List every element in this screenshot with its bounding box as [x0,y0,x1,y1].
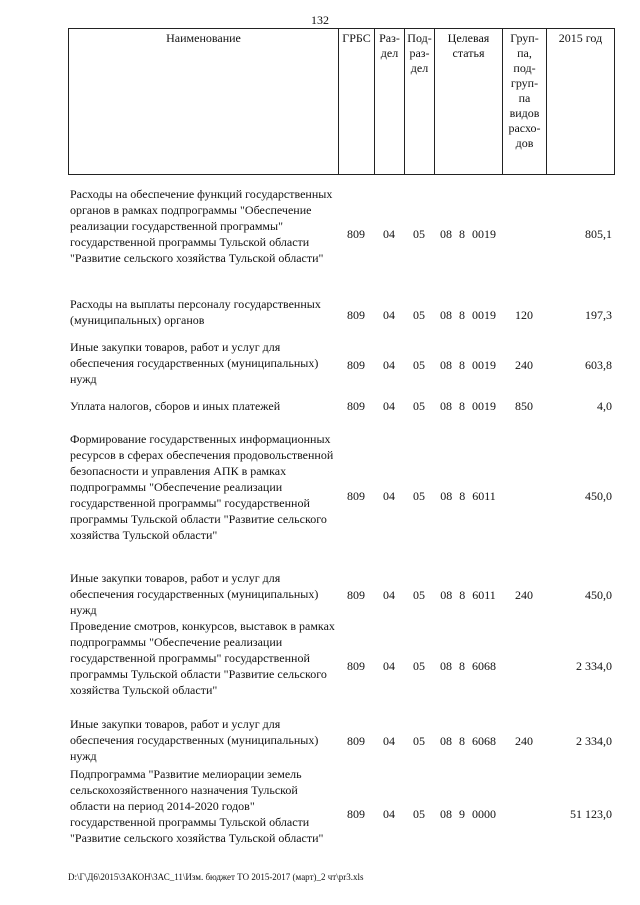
row-name: Иные закупки товаров, работ и услуг для обеспечения государственных (муниципальных) нужд [70,571,319,617]
row-grbs: 809 [347,358,365,372]
row-name: Формирование государственных информационных ресурсов в сферах обеспечения продовольственной безопасности и управления АПК в рамках подпрограммы "Обеспечение реализации государственной программы" государственной программы Тульской области "Развитие сельского хозяйства Тульской области" [70,432,334,542]
row-celevaya: 08 8 6011 [440,489,496,503]
row-name: Иные закупки товаров, работ и услуг для обеспечения государственных (муниципальных) нужд [70,717,319,763]
row-grbs: 809 [347,227,365,241]
row-razdel: 04 [383,227,395,241]
table-header [68,28,615,175]
header-name [69,29,339,175]
row-razdel: 04 [383,659,395,673]
row-celevaya: 08 9 0000 [440,807,496,821]
row-razdel: 04 [383,588,395,602]
row-gruppa: 240 [515,588,533,602]
row-summa: 450,0 [585,489,612,503]
row-gruppa: 850 [515,399,533,413]
row-gruppa: 240 [515,358,533,372]
header-celevaya-text: Целевая статья [447,31,490,60]
header-name-text: Наименование [166,31,241,45]
row-razdel: 04 [383,308,395,322]
row-podrazdel: 05 [413,588,425,602]
row-name: Расходы на обеспечение функций государственных органов в рамках подпрограммы "Обеспечение реализации государственной программы" государственной программы Тульской области "Развитие сельского хозяйства Тульской области" [70,187,333,265]
row-podrazdel: 05 [413,659,425,673]
row-name: Иные закупки товаров, работ и услуг для обеспечения государственных (муниципальных) нужд [70,340,319,386]
row-razdel: 04 [383,489,395,503]
row-summa: 197,3 [585,308,612,322]
row-podrazdel: 05 [413,807,425,821]
row-summa: 2 334,0 [576,734,612,748]
file-path-footer: D:\Г\Д6\2015\ЗАКОН\ЗАС_11\Изм. бюджет ТО 2015-2017 (март)_2 чт\pr3.xls [68,872,364,882]
row-celevaya: 08 8 6068 [440,734,496,748]
row-summa: 603,8 [585,358,612,372]
row-podrazdel: 05 [413,489,425,503]
row-podrazdel: 05 [413,227,425,241]
row-name: Проведение смотров, конкурсов, выставок в рамках подпрограммы "Обеспечение реализации государственной программы" государственной программы Тульской области "Развитие сельского хозяйства Тульской области" [70,619,335,697]
row-summa: 51 123,0 [570,807,612,821]
row-gruppa: 240 [515,734,533,748]
header-razdel-text: Раз- дел [379,31,400,60]
row-podrazdel: 05 [413,308,425,322]
row-razdel: 04 [383,734,395,748]
row-gruppa: 120 [515,308,533,322]
row-razdel: 04 [383,358,395,372]
row-podrazdel: 05 [413,399,425,413]
row-celevaya: 08 8 0019 [440,308,496,322]
row-name: Расходы на выплаты персоналу государственных (муниципальных) органов [70,297,321,327]
header-podrazdel-text: Под- раз- дел [407,31,432,75]
row-name: Уплата налогов, сборов и иных платежей [70,399,281,413]
header-grbs [339,29,375,175]
row-grbs: 809 [347,588,365,602]
row-podrazdel: 05 [413,734,425,748]
row-celevaya: 08 8 0019 [440,227,496,241]
row-grbs: 809 [347,308,365,322]
row-razdel: 04 [383,399,395,413]
row-grbs: 809 [347,807,365,821]
row-celevaya: 08 8 0019 [440,358,496,372]
row-grbs: 809 [347,659,365,673]
row-celevaya: 08 8 0019 [440,399,496,413]
row-grbs: 809 [347,399,365,413]
header-celevaya [435,29,503,175]
row-summa: 2 334,0 [576,659,612,673]
header-grbs-text: ГРБС [342,31,371,45]
header-podrazdel [405,29,435,175]
row-celevaya: 08 8 6068 [440,659,496,673]
row-razdel: 04 [383,807,395,821]
row-grbs: 809 [347,489,365,503]
row-summa: 450,0 [585,588,612,602]
header-gruppa-text: Груп- па, под- груп- па видов расхо- дов [508,31,541,150]
header-god-text: 2015 год [558,31,603,45]
page-number: 132 [311,13,329,27]
row-celevaya: 08 8 6011 [440,588,496,602]
row-grbs: 809 [347,734,365,748]
header-razdel [375,29,405,175]
row-name: Подпрограмма "Развитие мелиорации земель сельскохозяйственного назначения Тульской области на период 2014-2020 годов" государственной программы Тульской области "Развитие сельского хозяйства Тульской области" [70,767,324,845]
header-gruppa [503,29,547,175]
row-summa: 4,0 [597,399,612,413]
header-god [547,29,615,175]
row-podrazdel: 05 [413,358,425,372]
row-summa: 805,1 [585,227,612,241]
